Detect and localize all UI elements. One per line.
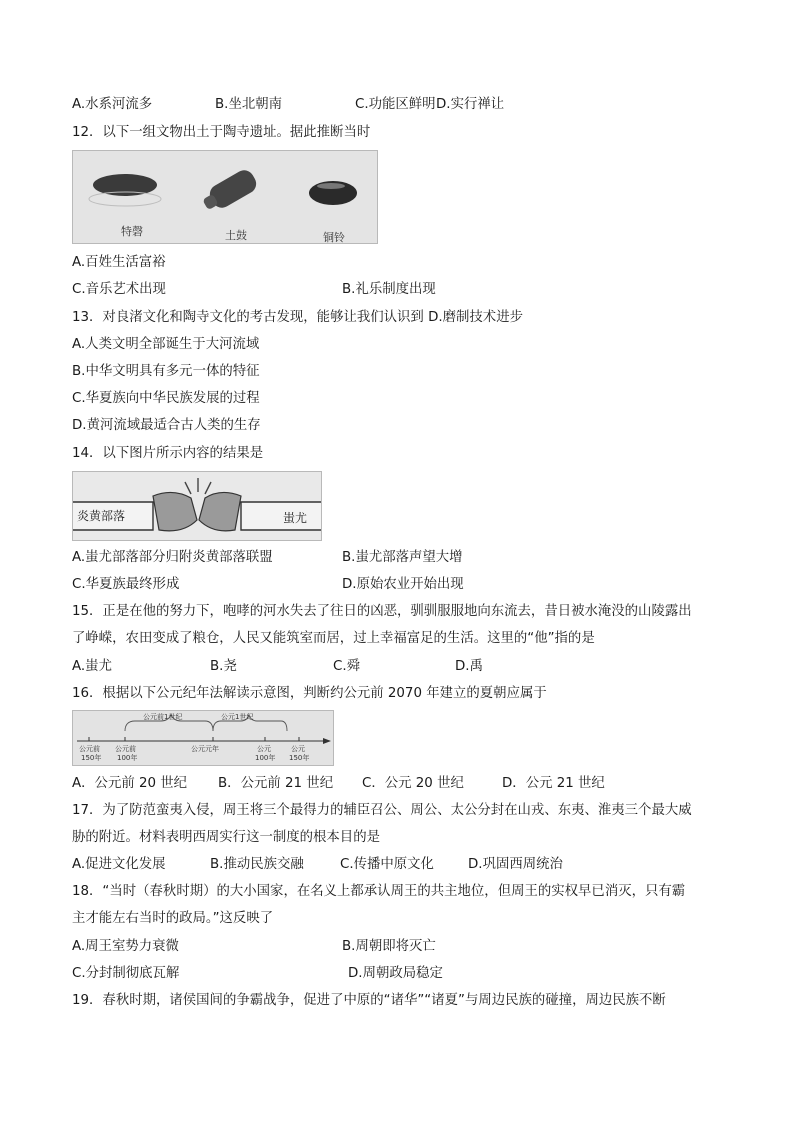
q18-option-c: C.分封制彻底瓦解 bbox=[72, 966, 180, 981]
q18-option-b: B.周朝即将灭亡 bbox=[342, 939, 436, 954]
q16-option-c: C．公元 20 世纪 bbox=[362, 776, 464, 791]
q17-stem-line1: 17．为了防范蛮夷入侵，周王将三个最得力的辅臣召公、周公、太公分封在山戎、东夷、淮夷三个最大威 bbox=[72, 803, 692, 818]
tick3-label: 公元元年 bbox=[191, 745, 219, 753]
label-earthen-drum: 土鼓 bbox=[225, 229, 247, 242]
right-fist-icon bbox=[199, 492, 241, 530]
q14-option-c: C.华夏族最终形成 bbox=[72, 577, 180, 592]
q14-stem: 14．以下图片所示内容的结果是 bbox=[72, 446, 264, 461]
bracket-label-ad: 公元1世纪 bbox=[221, 713, 254, 721]
q11-option-b: B.坐北朝南 bbox=[215, 97, 283, 112]
tick5-bottom: 150年 bbox=[289, 754, 310, 762]
q18-option-a: A.周王室势力衰微 bbox=[72, 939, 179, 954]
tick5-top: 公元 bbox=[291, 745, 305, 753]
q18-stem-line2: 主才能左右当时的政局。”这反映了 bbox=[72, 911, 274, 926]
q15-stem-line2: 了峥嵘，农田变成了粮仓，人民又能筑室而居，过上幸福富足的生活。这里的“他”指的是 bbox=[72, 631, 595, 646]
q12-option-a: A.百姓生活富裕 bbox=[72, 255, 166, 270]
tick1-bottom: 150年 bbox=[81, 754, 102, 762]
label-yanhuang-tribe: 炎黄部落 bbox=[77, 509, 126, 523]
q13-option-c: C.华夏族向中华民族发展的过程 bbox=[72, 391, 260, 406]
q17-option-c: C.传播中原文化 bbox=[340, 857, 434, 872]
q13-option-b: B.中华文明具有多元一体的特征 bbox=[72, 364, 260, 379]
q13-stem bbox=[72, 309, 523, 327]
q15-stem-line1: 15．正是在他的努力下，咆哮的河水失去了往日的凶恶，驯驯服服地向东流去，昔日被水淹没的山陵露出 bbox=[72, 604, 692, 619]
q18-stem-line1: 18．“当时（春秋时期）的大小国家，在名义上都承认周王的共主地位，但周王的实权早已消灭，只有霸 bbox=[72, 884, 686, 899]
tick2-top: 公元前 bbox=[115, 745, 136, 753]
q16-option-a: A．公元前 20 世纪 bbox=[72, 776, 188, 791]
q11-option-c: C.功能区鲜明 bbox=[355, 97, 436, 112]
q14-option-a: A.蚩尤部落部分归附炎黄部落联盟 bbox=[72, 550, 273, 565]
q15-option-c: C.舜 bbox=[333, 659, 360, 674]
q15-option-b: B.尧 bbox=[210, 659, 237, 674]
q11-option-d: D.实行禅让 bbox=[436, 97, 505, 112]
q12-option-b: B.礼乐制度出现 bbox=[342, 282, 436, 297]
q17-option-a: A.促进文化发展 bbox=[72, 857, 166, 872]
bracket-label-bc: 公元前1世纪 bbox=[143, 713, 183, 721]
q14-option-b: B.蚩尤部落声望大增 bbox=[342, 550, 463, 565]
q13-option-d: D.黄河流域最适合古人类的生存 bbox=[72, 418, 261, 433]
tick1-top: 公元前 bbox=[79, 745, 100, 753]
q11-option-a: A.水系河流多 bbox=[72, 97, 153, 112]
q17-option-d: D.巩固西周统治 bbox=[468, 857, 563, 872]
bronze-bell-artifact bbox=[309, 181, 357, 205]
stone-chime-artifact bbox=[93, 174, 157, 196]
q14-battle-illustration bbox=[72, 471, 322, 541]
q18-option-d: D.周朝政局稳定 bbox=[348, 966, 443, 981]
label-stone-chime: 特磬 bbox=[121, 225, 143, 238]
q17-option-b: B.推动民族交融 bbox=[210, 857, 304, 872]
label-chiyou: 蚩尤 bbox=[283, 511, 308, 525]
tick4-bottom: 100年 bbox=[255, 754, 276, 762]
q19-stem-line1: 19．春秋时期，诸侯国间的争霸战争，促进了中原的“诸华”“诸夏”与周边民族的碰撞，周边民族不断 bbox=[72, 993, 666, 1008]
label-bronze-bell: 铜铃 bbox=[323, 231, 345, 243]
tick4-top: 公元 bbox=[257, 745, 271, 753]
q13-option-a: A.人类文明全部诞生于大河流域 bbox=[72, 337, 260, 352]
q12-stem: 12．以下一组文物出土于陶寺遗址。据此推断当时 bbox=[72, 125, 371, 140]
q13-stem-main: 13．对良渚文化和陶寺文化的考古发现，能够让我们认识到 bbox=[72, 310, 429, 325]
left-fist-icon bbox=[153, 492, 197, 530]
q12-option-c: C.音乐艺术出现 bbox=[72, 282, 166, 297]
q16-option-d: D．公元 21 世纪 bbox=[502, 776, 605, 791]
q17-stem-line2: 胁的附近。材料表明西周实行这一制度的根本目的是 bbox=[72, 830, 380, 845]
q12-artifact-photo bbox=[72, 150, 378, 244]
tick2-bottom: 100年 bbox=[117, 754, 138, 762]
q15-option-d: D.禹 bbox=[455, 659, 483, 674]
q16-stem: 16．根据以下公元纪年法解读示意图，判断约公元前 2070 年建立的夏朝应属于 bbox=[72, 686, 547, 701]
q16-option-b: B．公元前 21 世纪 bbox=[218, 776, 334, 791]
q13-stem-d: D.磨制技术进步 bbox=[428, 310, 523, 325]
q15-option-a: A.蚩尤 bbox=[72, 659, 112, 674]
q14-option-d: D.原始农业开始出现 bbox=[342, 577, 464, 592]
q16-timeline-diagram bbox=[72, 710, 334, 766]
